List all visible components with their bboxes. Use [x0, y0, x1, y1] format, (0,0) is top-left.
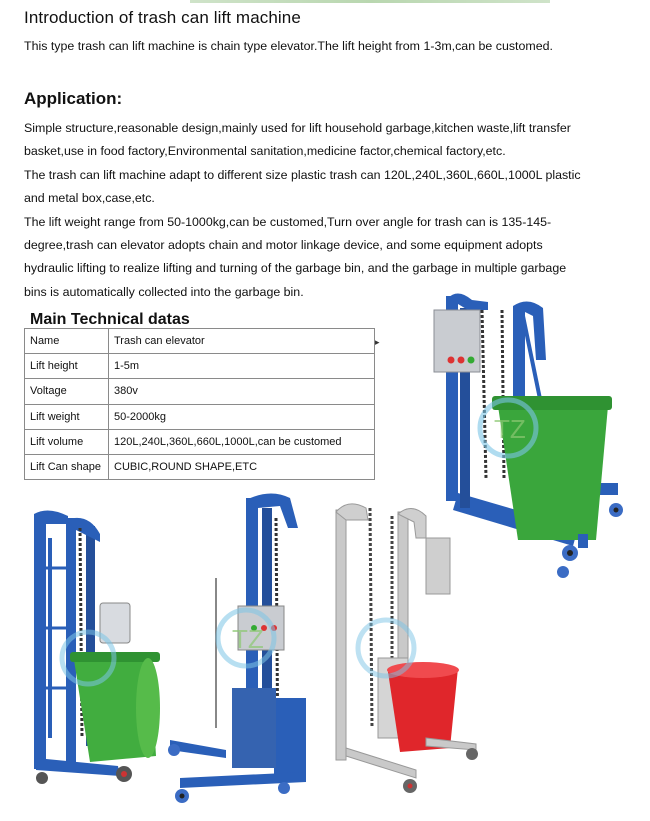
table-row — [25, 404, 375, 429]
spec-key: Voltage — [25, 379, 109, 404]
spec-value: Trash can elevator — [109, 329, 375, 354]
application-text — [24, 117, 590, 304]
application-title: Application: — [24, 89, 123, 108]
spec-key: Name — [25, 329, 109, 354]
application-paragraph: The trash can lift machine adapt to different size plastic trash can 120L,240L,360L,660L,1000L plastic and metal box,case,etc. — [24, 167, 581, 206]
spec-key: Lift weight — [25, 404, 109, 429]
spec-value: 380v — [109, 379, 375, 404]
spec-key: Lift volume — [25, 429, 109, 454]
spec-key: Lift Can shape — [25, 454, 109, 479]
spec-value: 50-2000kg — [109, 404, 375, 429]
table-row — [25, 429, 375, 454]
table-row — [25, 354, 375, 379]
lift-photo-bottom-right — [326, 498, 486, 800]
table-row — [25, 454, 375, 479]
intro-title: Introduction of trash can lift machine — [24, 8, 301, 27]
lift-photo-bottom-middle — [166, 488, 316, 810]
specs-table — [24, 328, 375, 480]
svg-text:TZ: TZ — [494, 414, 526, 444]
table-row — [25, 329, 375, 354]
spec-key: Lift height — [25, 354, 109, 379]
svg-text:TZ: TZ — [232, 624, 264, 654]
specs-title: Main Technical datas — [30, 311, 190, 328]
lift-photo-bottom-left — [28, 508, 168, 786]
application-paragraph: The lift weight range from 50-1000kg,can be customed,Turn over angle for trash can is 135-145-degree,trash can elevator adopts chain and motor linkage device, and some equipment adopts hydraulic lifting to realize lifting and turning of the garbage bin, and the garbage in multiple garbage bins is automatically collected into the garbage bin. — [24, 214, 567, 299]
spec-value: 120L,240L,360L,660L,1000L,can be customed — [109, 429, 375, 454]
table-row — [25, 379, 375, 404]
intro-text: This type trash can lift machine is chain type elevator.The lift height from 1-3m,can be customed. — [24, 39, 553, 53]
spec-value: 1-5m — [109, 354, 375, 379]
tick-mark: ▸ — [375, 337, 380, 347]
spec-value: CUBIC,ROUND SHAPE,ETC — [109, 454, 375, 479]
application-paragraph: Simple structure,reasonable design,mainly used for lift household garbage,kitchen waste,lift transfer basket,use in food factory,Environmental sanitation,medicine factor,chemical factory,etc. — [24, 121, 571, 159]
top-decor-line — [190, 0, 550, 3]
